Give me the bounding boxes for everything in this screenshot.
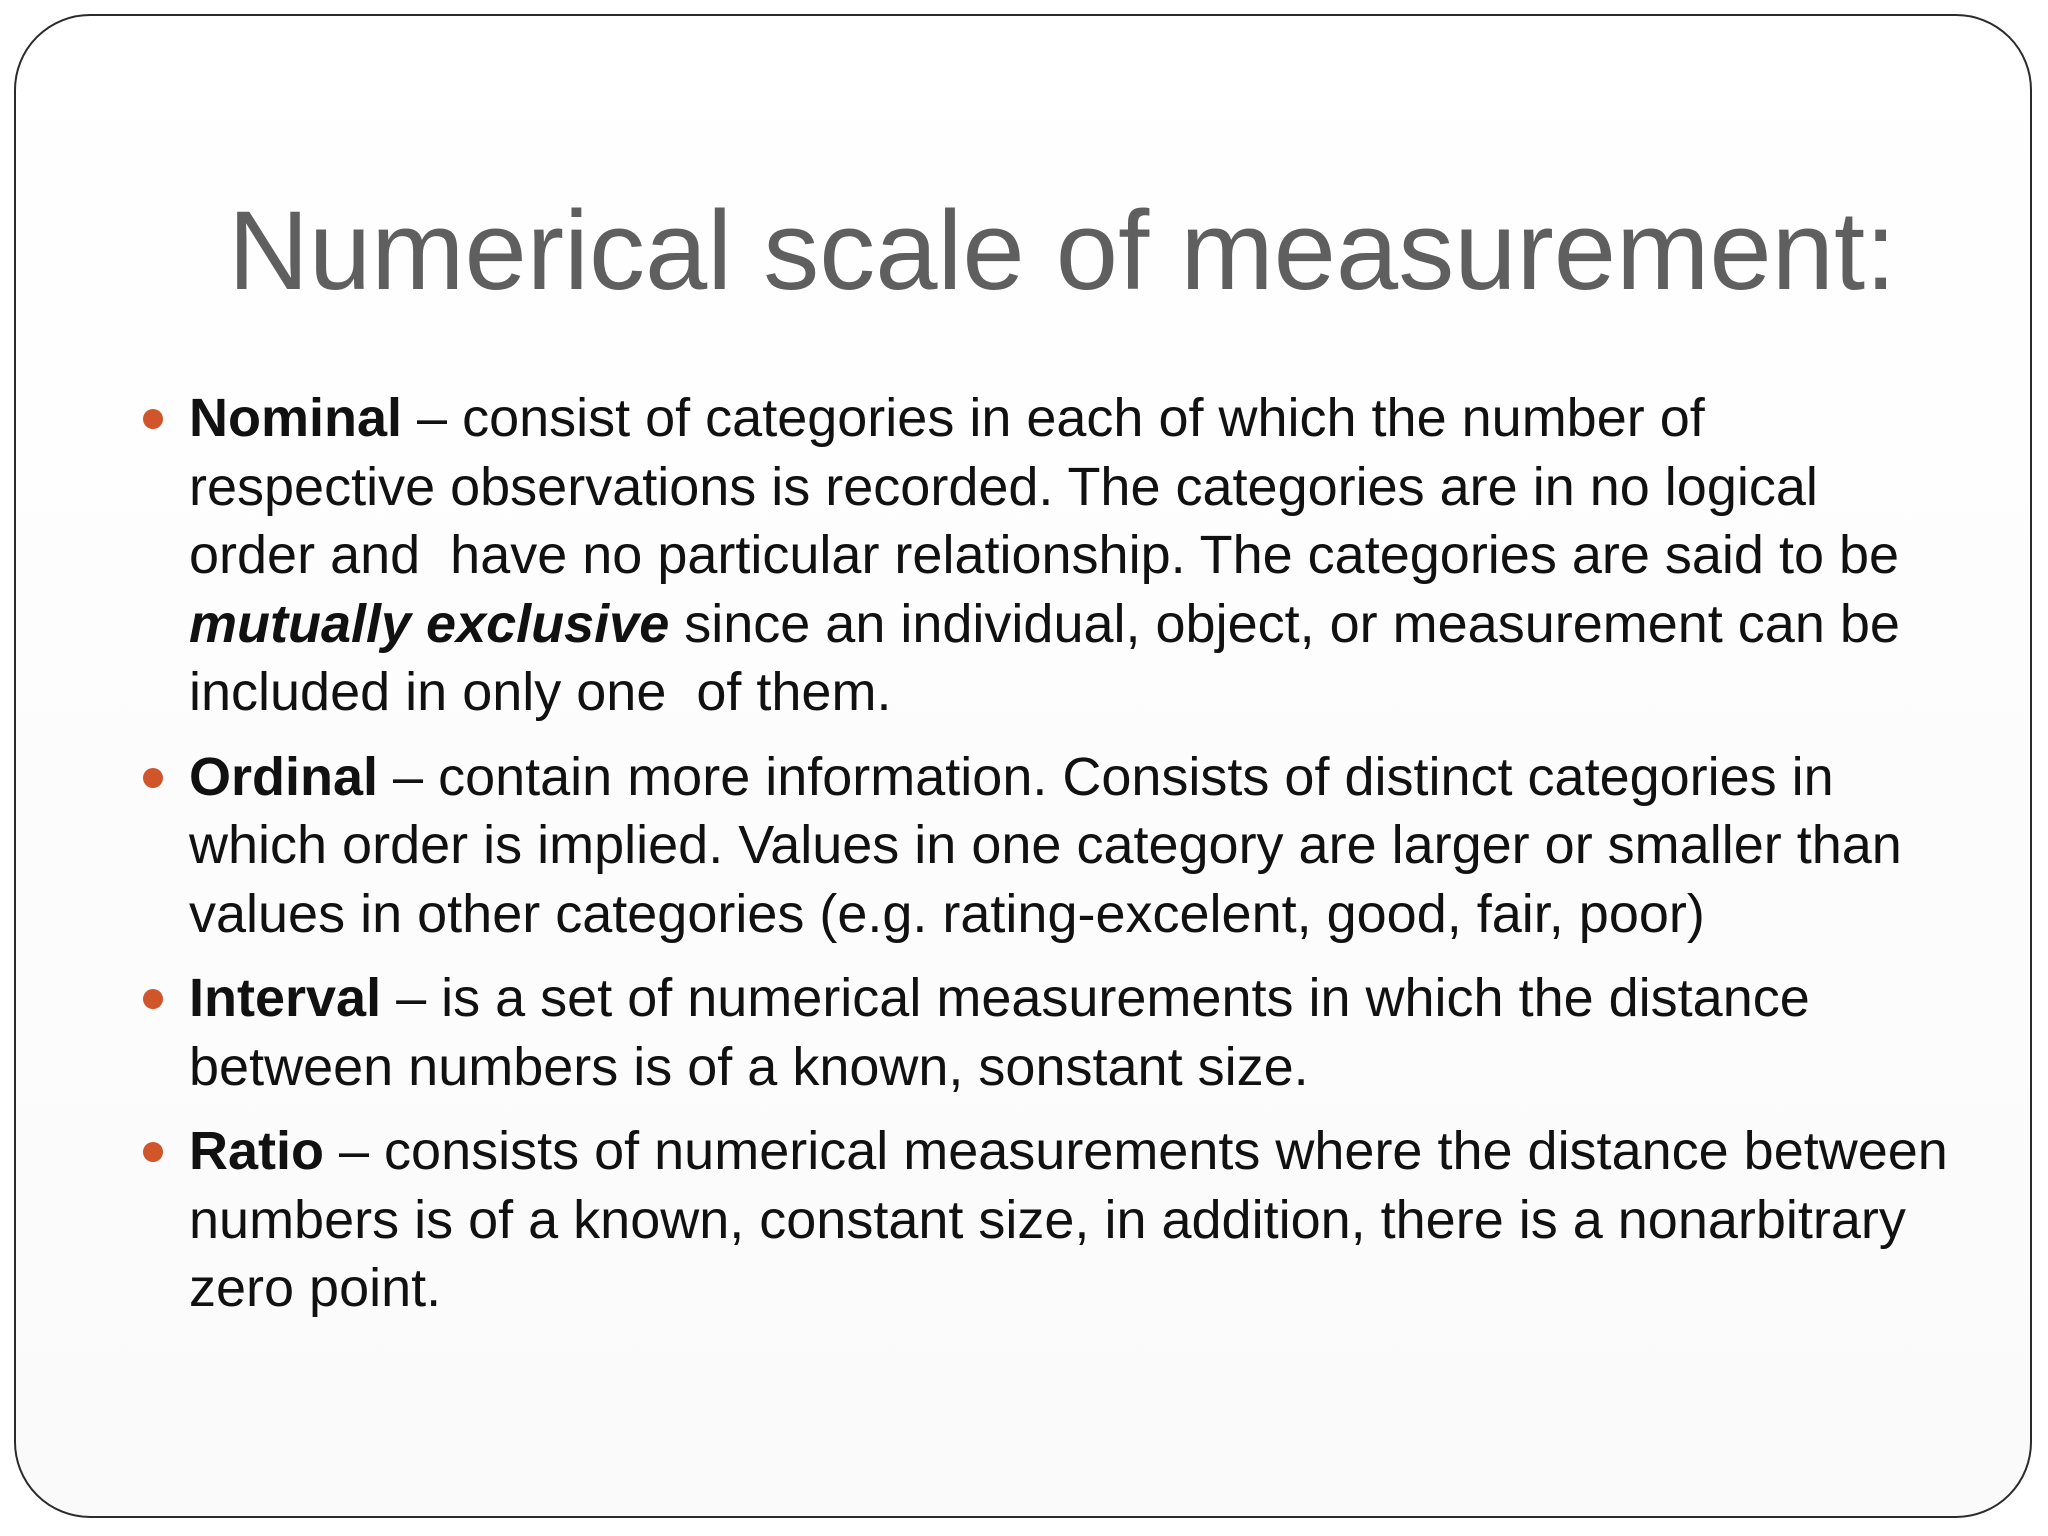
bullet-text: – consists of numerical measurements where the distance between numbers is of a known, constant size, in addition, there is a nonarbitrary zero point. xyxy=(189,1121,1948,1318)
bullet-term: Ordinal xyxy=(189,746,379,807)
bullet-term: Nominal xyxy=(189,388,403,448)
bullet-dot-icon xyxy=(143,989,163,1009)
bullet-dot-icon xyxy=(143,768,163,788)
bullet-list xyxy=(189,384,1949,1339)
bullet-ordinal xyxy=(189,743,1949,949)
bullet-ratio xyxy=(189,1117,1949,1323)
bullet-term: Interval xyxy=(189,968,382,1028)
bullet-text: since an individual, object, or measurement can be included in only one of them. xyxy=(189,593,1900,722)
slide xyxy=(14,14,2032,1518)
bullet-nominal xyxy=(189,384,1949,727)
slide-title: Numerical scale of measurement: xyxy=(228,188,1897,313)
bullet-dot-icon xyxy=(143,1142,163,1162)
bullet-emphasis: mutually exclusive xyxy=(189,593,670,654)
bullet-text: – is a set of numerical measurements in which the distance between numbers is of a known, sonstant size. xyxy=(189,968,1810,1097)
bullet-text: – contain more information. Consists of distinct categories in which order is implied. Values in one category are larger or smaller than values in other categories (e.g. rating-excelent, good, fair, poor) xyxy=(189,746,1902,944)
bullet-interval xyxy=(189,964,1949,1101)
bullet-term: Ratio xyxy=(189,1121,324,1181)
bullet-dot-icon xyxy=(143,409,163,429)
bullet-text: – consist of categories in each of which the number of respective observations is recorded. The categories are in no logical order and have no particular relationship. The categories are said to be xyxy=(189,388,1900,585)
